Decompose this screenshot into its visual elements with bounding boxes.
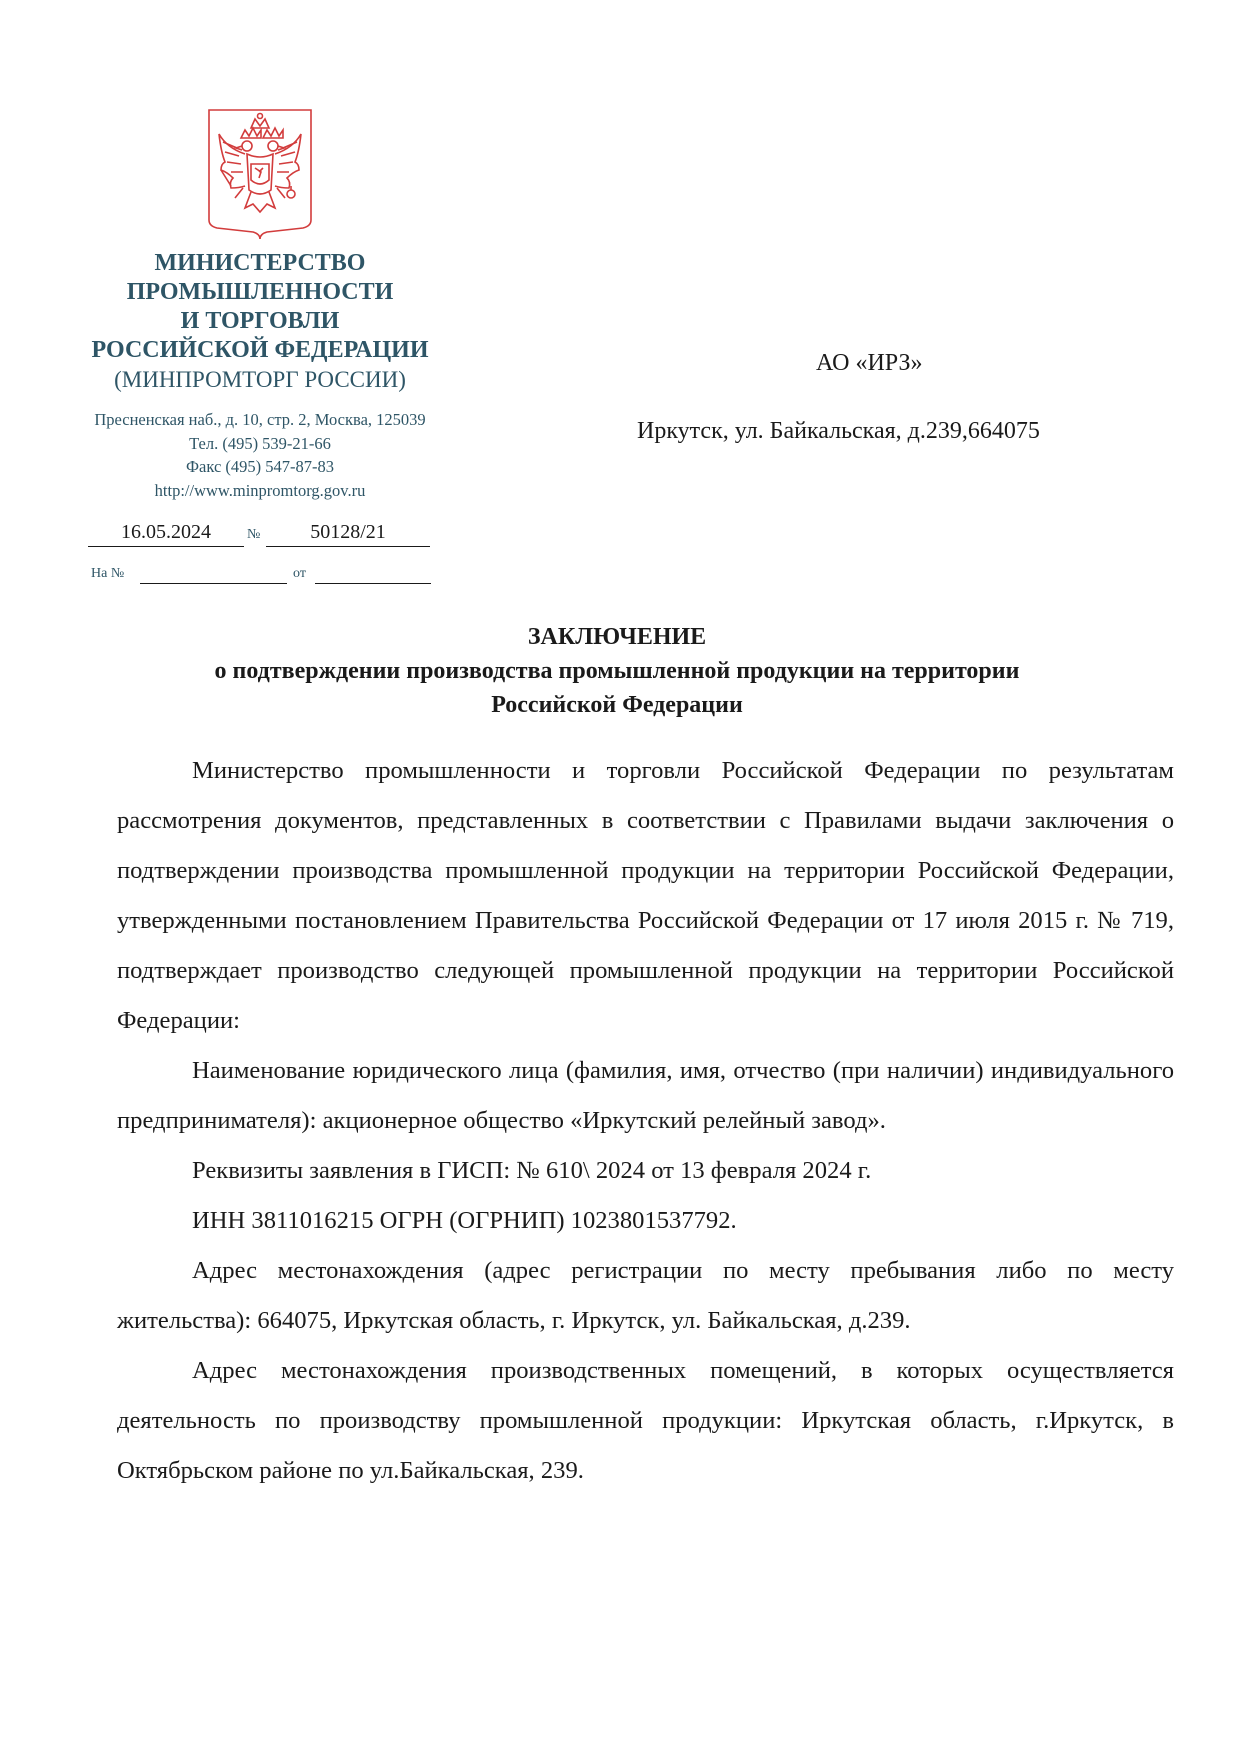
- recipient-name: АО «ИРЗ»: [816, 350, 923, 376]
- ministry-website: http://www.minpromtorg.gov.ru: [154, 480, 366, 500]
- document-number: 50128/21: [266, 521, 430, 547]
- paragraph-confirmation: Министерство промышленности и торговли Российской Федерации по результатам рассмотрения документов, представленных в соответствии с Правилами выдачи заключения о подтверждении производства промышленной продукции на территории Российской Федерации, утвержденными постановлением Правительства Российской Федерации от 17 июля 2015 г. № 719, подтверждает производство следующей промышленной продукции на территории Российской Федерации:: [117, 757, 1174, 1034]
- ministry-name-line-3: И ТОРГОВЛИ: [180, 308, 340, 334]
- ministry-short-name: (МИНПРОМТОРГ РОССИИ): [114, 367, 406, 392]
- number-sign: №: [247, 527, 261, 542]
- document-body: [117, 746, 1174, 1496]
- registration-line: [88, 521, 430, 549]
- document-heading: ЗАКЛЮЧЕНИЕ: [527, 624, 707, 650]
- ministry-name-line-2: ПРОМЫШЛЕННОСТИ: [126, 279, 394, 305]
- reference-from-label: от: [293, 566, 306, 581]
- document-date: 16.05.2024: [88, 521, 244, 547]
- recipient-address: Иркутск, ул. Байкальская, д.239,664075: [637, 418, 1040, 444]
- coat-of-arms-icon: [207, 108, 313, 240]
- ministry-name-line-1: МИНИСТЕРСТВО: [154, 250, 366, 276]
- reference-date-blank: [315, 583, 431, 584]
- paragraph-legal-address: Адрес местонахождения (адрес регистрации по месту пребывания либо по месту жительства): 664075, Иркутская область, г. Иркутск, ул. Байкальская, д.239.: [117, 1257, 1174, 1334]
- ministry-contacts: [40, 408, 480, 502]
- document-subtitle-line-2: Российской Федерации: [491, 692, 743, 718]
- paragraph-legal-entity: Наименование юридического лица (фамилия, имя, отчество (при наличии) индивидуального предпринимателя): акционерное общество «Иркутский релейный завод».: [117, 1057, 1174, 1134]
- reference-label: На №: [91, 566, 125, 581]
- ministry-address: Пресненская наб., д. 10, стр. 2, Москва, 125039: [94, 410, 426, 429]
- paragraph-inn-ogrn: ИНН 3811016215 ОГРН (ОГРНИП) 1023801537792.: [192, 1207, 737, 1234]
- paragraph-application: Реквизиты заявления в ГИСП: № 610\ 2024 от 13 февраля 2024 г.: [192, 1157, 872, 1184]
- ministry-fax: Факс (495) 547-87-83: [185, 457, 335, 476]
- ministry-name-line-4: РОССИЙСКОЙ ФЕДЕРАЦИИ: [91, 337, 429, 363]
- ministry-name: [40, 249, 480, 365]
- reference-line: [91, 566, 431, 588]
- reference-number-blank: [140, 583, 287, 584]
- paragraph-production-address: Адрес местонахождения производственных помещений, в которых осуществляется деятельность по производству промышленной продукции: Иркутская область, г.Иркутск, в Октябрьском районе по ул.Байкальская, 239.: [117, 1357, 1174, 1484]
- document-title: [117, 620, 1117, 722]
- ministry-phone: Тел. (495) 539-21-66: [189, 433, 331, 453]
- document-subtitle-line-1: о подтверждении производства промышленной продукции на территории: [214, 658, 1020, 684]
